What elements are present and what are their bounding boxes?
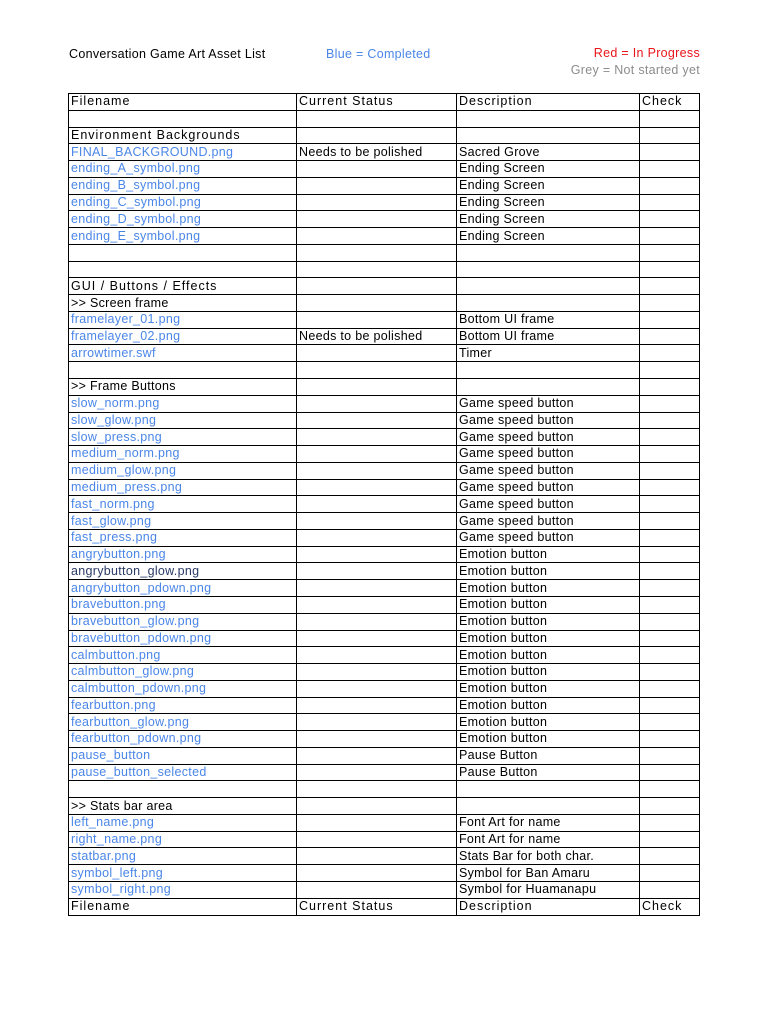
cell-description [457, 362, 640, 379]
cell-filename: angrybutton_pdown.png [69, 580, 297, 597]
column-footer-status: Current Status [297, 898, 457, 915]
cell-check [640, 647, 700, 664]
cell-status [297, 881, 457, 898]
cell-filename: >> Frame Buttons [69, 379, 297, 396]
blank-row [69, 110, 700, 127]
table-row [69, 479, 700, 496]
cell-status [297, 429, 457, 446]
blank-row [69, 362, 700, 379]
cell-status [297, 580, 457, 597]
cell-check [640, 680, 700, 697]
cell-status [297, 362, 457, 379]
cell-filename: ending_B_symbol.png [69, 177, 297, 194]
table-row [69, 697, 700, 714]
cell-description: Emotion button [457, 664, 640, 681]
cell-description: Game speed button [457, 429, 640, 446]
subsection-row [69, 379, 700, 396]
cell-check [640, 848, 700, 865]
cell-status [297, 798, 457, 815]
cell-status [297, 697, 457, 714]
cell-filename [69, 261, 297, 278]
cell-description: Timer [457, 345, 640, 362]
table-row [69, 647, 700, 664]
cell-filename: Environment Backgrounds [69, 127, 297, 144]
table-row [69, 814, 700, 831]
cell-check [640, 345, 700, 362]
blank-row [69, 781, 700, 798]
table-row [69, 462, 700, 479]
cell-status [297, 345, 457, 362]
cell-check [640, 110, 700, 127]
cell-description: Game speed button [457, 496, 640, 513]
cell-filename: slow_glow.png [69, 412, 297, 429]
cell-status [297, 596, 457, 613]
table-row [69, 446, 700, 463]
cell-filename [69, 362, 297, 379]
table-row [69, 563, 700, 580]
table-row [69, 529, 700, 546]
cell-status [297, 747, 457, 764]
cell-description [457, 244, 640, 261]
cell-check [640, 831, 700, 848]
cell-status [297, 546, 457, 563]
cell-status [297, 177, 457, 194]
legend-completed: Blue = Completed [326, 47, 431, 61]
cell-check [640, 881, 700, 898]
section-row [69, 278, 700, 295]
cell-status [297, 529, 457, 546]
cell-status [297, 831, 457, 848]
cell-status: Needs to be polished [297, 328, 457, 345]
cell-check [640, 596, 700, 613]
cell-check [640, 462, 700, 479]
cell-check [640, 731, 700, 748]
cell-filename: fearbutton.png [69, 697, 297, 714]
cell-filename: >> Screen frame [69, 295, 297, 312]
subsection-row [69, 798, 700, 815]
cell-check [640, 261, 700, 278]
cell-status [297, 395, 457, 412]
cell-check [640, 630, 700, 647]
cell-filename: medium_glow.png [69, 462, 297, 479]
cell-description: Font Art for name [457, 831, 640, 848]
table-row [69, 881, 700, 898]
cell-status [297, 496, 457, 513]
cell-status [297, 379, 457, 396]
cell-description [457, 295, 640, 312]
cell-description: Emotion button [457, 680, 640, 697]
cell-check [640, 194, 700, 211]
cell-description: Emotion button [457, 647, 640, 664]
cell-description [457, 278, 640, 295]
table-row [69, 496, 700, 513]
cell-status [297, 479, 457, 496]
cell-filename: ending_A_symbol.png [69, 161, 297, 178]
cell-status [297, 161, 457, 178]
table-row [69, 328, 700, 345]
cell-description [457, 127, 640, 144]
cell-status [297, 814, 457, 831]
column-header-filename: Filename [69, 94, 297, 111]
cell-description: Game speed button [457, 462, 640, 479]
cell-description: Font Art for name [457, 814, 640, 831]
cell-filename: >> Stats bar area [69, 798, 297, 815]
cell-filename: left_name.png [69, 814, 297, 831]
cell-check [640, 865, 700, 882]
cell-filename: symbol_right.png [69, 881, 297, 898]
cell-description: Emotion button [457, 546, 640, 563]
cell-check [640, 311, 700, 328]
cell-status [297, 513, 457, 530]
cell-filename: bravebutton.png [69, 596, 297, 613]
cell-check [640, 244, 700, 261]
cell-status [297, 664, 457, 681]
table-row [69, 429, 700, 446]
cell-description: Symbol for Ban Amaru [457, 865, 640, 882]
cell-description [457, 110, 640, 127]
cell-description [457, 781, 640, 798]
cell-check [640, 613, 700, 630]
cell-filename: FINAL_BACKGROUND.png [69, 144, 297, 161]
cell-status [297, 680, 457, 697]
cell-description: Game speed button [457, 412, 640, 429]
cell-filename [69, 781, 297, 798]
cell-check [640, 177, 700, 194]
column-header-description: Description [457, 94, 640, 111]
cell-description [457, 261, 640, 278]
section-row [69, 127, 700, 144]
cell-filename: calmbutton_pdown.png [69, 680, 297, 697]
cell-status [297, 865, 457, 882]
cell-description: Game speed button [457, 529, 640, 546]
cell-check [640, 529, 700, 546]
cell-status [297, 462, 457, 479]
cell-description: Game speed button [457, 513, 640, 530]
cell-check [640, 546, 700, 563]
table-row [69, 211, 700, 228]
cell-check [640, 764, 700, 781]
cell-filename: angrybutton_glow.png [69, 563, 297, 580]
cell-description: Pause Button [457, 747, 640, 764]
table-row [69, 865, 700, 882]
cell-description: Emotion button [457, 714, 640, 731]
cell-filename: bravebutton_glow.png [69, 613, 297, 630]
cell-status [297, 613, 457, 630]
cell-check [640, 362, 700, 379]
table-row [69, 311, 700, 328]
table-row [69, 680, 700, 697]
cell-status [297, 110, 457, 127]
table-row [69, 848, 700, 865]
cell-description [457, 798, 640, 815]
cell-check [640, 513, 700, 530]
legend-not-started: Grey = Not started yet [570, 63, 700, 77]
cell-filename: ending_E_symbol.png [69, 228, 297, 245]
cell-filename: pause_button [69, 747, 297, 764]
cell-description: Bottom UI frame [457, 311, 640, 328]
cell-description: Ending Screen [457, 211, 640, 228]
cell-description: Bottom UI frame [457, 328, 640, 345]
cell-filename: ending_D_symbol.png [69, 211, 297, 228]
table-row [69, 714, 700, 731]
cell-description: Stats Bar for both char. [457, 848, 640, 865]
table-row [69, 580, 700, 597]
cell-description: Ending Screen [457, 194, 640, 211]
cell-filename: statbar.png [69, 848, 297, 865]
cell-filename: calmbutton.png [69, 647, 297, 664]
cell-status [297, 563, 457, 580]
cell-filename: GUI / Buttons / Effects [69, 278, 297, 295]
cell-status: Needs to be polished [297, 144, 457, 161]
cell-filename: slow_press.png [69, 429, 297, 446]
cell-description: Game speed button [457, 479, 640, 496]
table-body [69, 110, 700, 898]
cell-description: Emotion button [457, 697, 640, 714]
cell-check [640, 798, 700, 815]
cell-filename: angrybutton.png [69, 546, 297, 563]
table-row [69, 731, 700, 748]
cell-filename: ending_C_symbol.png [69, 194, 297, 211]
cell-check [640, 144, 700, 161]
column-footer-description: Description [457, 898, 640, 915]
table-header-row [69, 94, 700, 111]
cell-check [640, 446, 700, 463]
column-footer-filename: Filename [69, 898, 297, 915]
cell-check [640, 379, 700, 396]
cell-description: Ending Screen [457, 228, 640, 245]
cell-status [297, 731, 457, 748]
cell-filename: fast_glow.png [69, 513, 297, 530]
cell-check [640, 412, 700, 429]
cell-check [640, 479, 700, 496]
cell-description: Symbol for Huamanapu [457, 881, 640, 898]
table-row [69, 664, 700, 681]
cell-check [640, 211, 700, 228]
table-footer-row [69, 898, 700, 915]
column-footer-check: Check [640, 898, 700, 915]
table-row [69, 831, 700, 848]
cell-status [297, 764, 457, 781]
cell-check [640, 664, 700, 681]
cell-filename [69, 244, 297, 261]
cell-status [297, 244, 457, 261]
table-row [69, 177, 700, 194]
cell-description: Sacred Grove [457, 144, 640, 161]
cell-check [640, 714, 700, 731]
cell-status [297, 127, 457, 144]
cell-status [297, 278, 457, 295]
cell-description: Emotion button [457, 731, 640, 748]
blank-row [69, 261, 700, 278]
cell-check [640, 697, 700, 714]
cell-status [297, 647, 457, 664]
table-row [69, 345, 700, 362]
table-row [69, 412, 700, 429]
subsection-row [69, 295, 700, 312]
cell-filename: fearbutton_pdown.png [69, 731, 297, 748]
cell-status [297, 311, 457, 328]
cell-check [640, 429, 700, 446]
cell-description: Pause Button [457, 764, 640, 781]
cell-filename: pause_button_selected [69, 764, 297, 781]
table-row [69, 395, 700, 412]
cell-status [297, 228, 457, 245]
table-row [69, 764, 700, 781]
cell-status [297, 848, 457, 865]
cell-check [640, 814, 700, 831]
cell-filename: fast_norm.png [69, 496, 297, 513]
table-row [69, 144, 700, 161]
cell-check [640, 278, 700, 295]
table-row [69, 194, 700, 211]
cell-description: Emotion button [457, 596, 640, 613]
cell-filename: right_name.png [69, 831, 297, 848]
cell-filename [69, 110, 297, 127]
cell-check [640, 747, 700, 764]
cell-filename: arrowtimer.swf [69, 345, 297, 362]
blank-row [69, 244, 700, 261]
cell-description: Game speed button [457, 395, 640, 412]
cell-filename: slow_norm.png [69, 395, 297, 412]
cell-status [297, 295, 457, 312]
legend-in-progress: Red = In Progress [593, 46, 700, 60]
cell-check [640, 228, 700, 245]
cell-filename: calmbutton_glow.png [69, 664, 297, 681]
cell-filename: symbol_left.png [69, 865, 297, 882]
table-row [69, 513, 700, 530]
cell-filename: bravebutton_pdown.png [69, 630, 297, 647]
asset-table [68, 93, 700, 916]
cell-filename: medium_norm.png [69, 446, 297, 463]
cell-check [640, 395, 700, 412]
column-header-check: Check [640, 94, 700, 111]
cell-check [640, 781, 700, 798]
table-row [69, 747, 700, 764]
page-title: Conversation Game Art Asset List [69, 47, 266, 61]
cell-status [297, 194, 457, 211]
cell-description [457, 379, 640, 396]
cell-status [297, 412, 457, 429]
table-row [69, 161, 700, 178]
cell-status [297, 630, 457, 647]
cell-status [297, 446, 457, 463]
cell-filename: fast_press.png [69, 529, 297, 546]
cell-check [640, 328, 700, 345]
cell-filename: framelayer_01.png [69, 311, 297, 328]
table-row [69, 546, 700, 563]
cell-check [640, 127, 700, 144]
cell-description: Emotion button [457, 630, 640, 647]
cell-filename: framelayer_02.png [69, 328, 297, 345]
cell-check [640, 295, 700, 312]
cell-description: Emotion button [457, 613, 640, 630]
cell-description: Emotion button [457, 580, 640, 597]
table-row [69, 613, 700, 630]
cell-check [640, 580, 700, 597]
cell-check [640, 161, 700, 178]
cell-status [297, 211, 457, 228]
cell-check [640, 496, 700, 513]
column-header-status: Current Status [297, 94, 457, 111]
table-row [69, 630, 700, 647]
cell-description: Emotion button [457, 563, 640, 580]
cell-status [297, 261, 457, 278]
cell-description: Game speed button [457, 446, 640, 463]
cell-status [297, 781, 457, 798]
cell-description: Ending Screen [457, 177, 640, 194]
cell-filename: fearbutton_glow.png [69, 714, 297, 731]
cell-check [640, 563, 700, 580]
cell-description: Ending Screen [457, 161, 640, 178]
table-row [69, 228, 700, 245]
table-row [69, 596, 700, 613]
cell-filename: medium_press.png [69, 479, 297, 496]
cell-status [297, 714, 457, 731]
